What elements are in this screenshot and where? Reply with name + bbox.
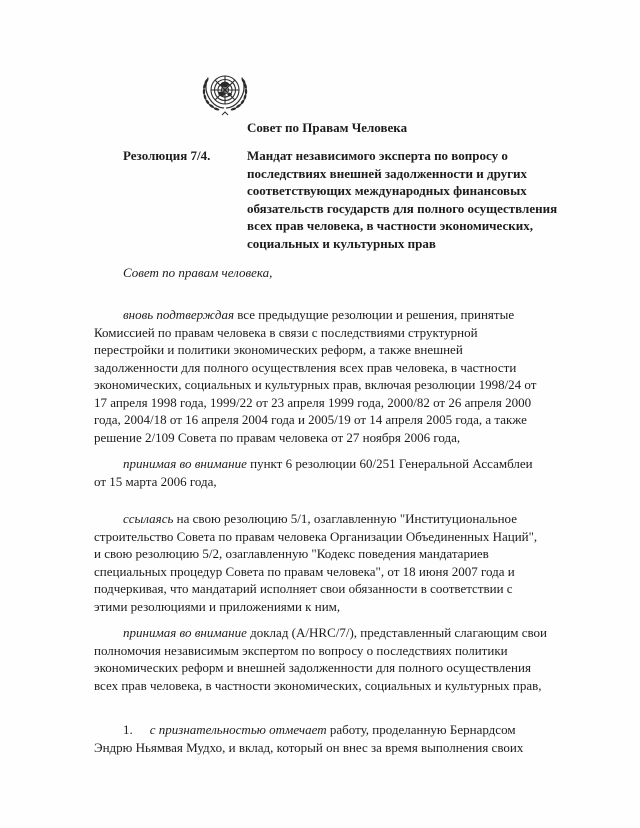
resolution-heading: [123, 147, 557, 253]
preamble-lead-phrase: принимая во внимание: [123, 456, 247, 471]
preamble-lead-phrase: ссылаясь: [123, 511, 174, 526]
preamble-paragraph-reaffirming: [94, 306, 547, 446]
preamble-text: все предыдущие резолюции и решения, принятые Комиссией по правам человека в связи с последствиями структурной перестройки и политики экономических реформ, а также внешней задолженности для полного осуществления всех прав человека, в частности экономических, социальных и культурных прав, включая резолюции 1998/24 от 17 апреля 1998 года, 1999/22 от 23 апреля 1999 года, 2000/82 от 26 апреля 2000 года, 2004/18 от 16 апреля 2004 года и 2005/19 от 14 апреля 2005 года, а также решение 2/109 Совета по правам человека от 27 ноября 2006 года,: [94, 307, 537, 445]
resolution-title-line: всех прав человека, в частности экономических,: [247, 218, 533, 234]
resolution-title-line: последствиях внешней задолженности и других: [247, 165, 528, 181]
preamble-text: доклад (A/HRC/7/), представленный слагающим свои полномочия независимым экспертом по вопросу о последствиях политики экономических реформ и внешней задолженности для полного осуществления всех прав человека, в частности экономических, социальных и культурных прав,: [94, 625, 547, 693]
operative-paragraph-1: [94, 721, 547, 756]
un-emblem-icon: [199, 70, 251, 118]
operative-paragraph-number: 1.: [123, 722, 133, 737]
resolution-title: [247, 147, 557, 253]
resolution-title-line: обязательств государств для полного осуществления: [247, 200, 558, 216]
preamble-lead-phrase: принимая во внимание: [123, 625, 247, 640]
organization-title: Совет по Правам Человека: [247, 120, 408, 135]
preamble-lead-phrase: вновь подтверждая: [123, 307, 234, 322]
resolution-title-line: соответствующих международных финансовых: [247, 183, 527, 199]
preamble-paragraph-taking-note-report: [94, 624, 547, 694]
resolution-number: Резолюция 7/4.: [123, 148, 211, 163]
preamble-text: пункт 6 резолюции 60/251 Генеральной Ассамблеи от 15 марта 2006 года,: [94, 456, 533, 489]
preamble-paragraph-taking-into-account: [94, 455, 547, 490]
resolution-title-line: Мандат независимого эксперта по вопросу о: [247, 148, 508, 163]
preamble-text: на свою резолюцию 5/1, озаглавленную "Институциональное строительство Совета по правам человека Организации Объединенных Наций", и свою резолюцию 5/2, озаглавленную "Кодекс поведения мандатариев специальных процедур Совета по правам человека", от 18 июня 2007 года и подчеркивая, что мандатарий исполняет свои обязанности в соответствии с этими резолюциями и приложениями к ним,: [94, 511, 538, 614]
salutation: Совет по правам человека,: [123, 265, 273, 280]
preamble-paragraph-recalling: [94, 510, 547, 615]
operative-lead-phrase: с признательностью отмечает: [149, 722, 327, 737]
operative-text: работу, проделанную Бернардсом Эндрю Ньямвая Мудхо, и вклад, который он внес за время выполнения своих: [94, 722, 524, 755]
resolution-title-line: социальных и культурных прав: [247, 235, 436, 251]
